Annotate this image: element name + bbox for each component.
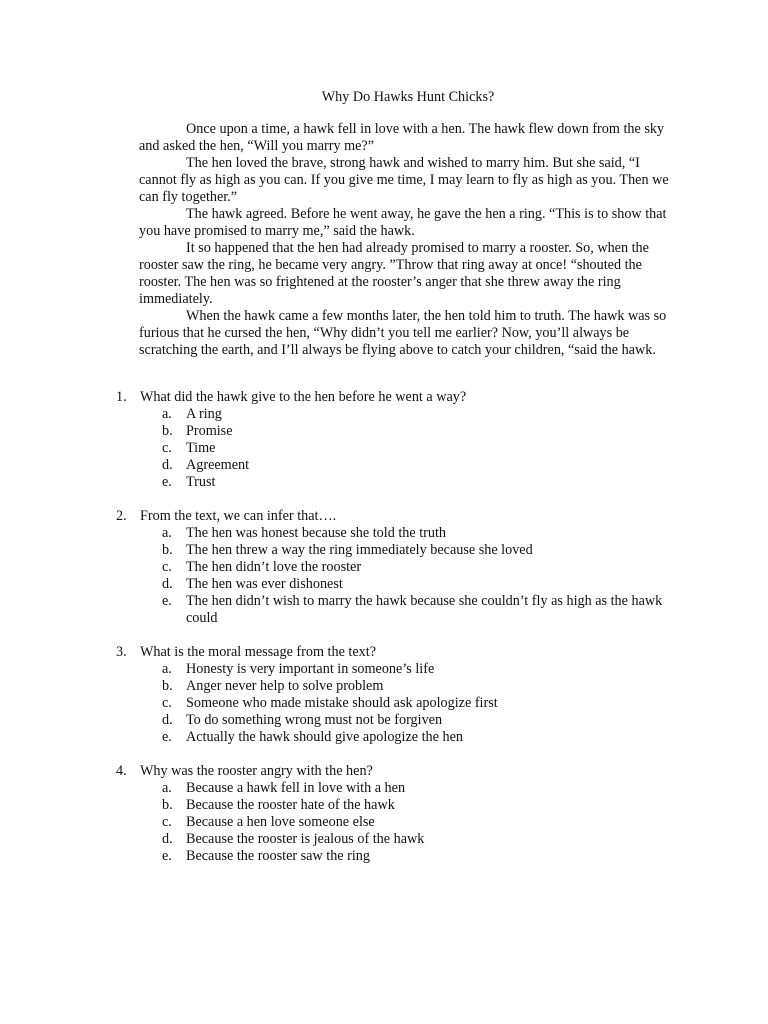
option-item (116, 440, 682, 457)
option-text: The hen didn’t wish to marry the hawk because she couldn’t fly as high as the hawk could (186, 593, 663, 626)
question-3 (116, 644, 682, 746)
option-text: Because the rooster is jealous of the hawk (186, 831, 425, 847)
option-item (116, 695, 682, 712)
option-text: A ring (186, 406, 222, 422)
question-number: 1. (116, 389, 127, 405)
option-item (116, 661, 682, 678)
option-text: Time (186, 440, 216, 456)
question-text: What did the hawk give to the hen before he went a way? (140, 389, 467, 405)
question-1 (116, 389, 682, 491)
option-letter: d. (162, 712, 173, 728)
option-letter: a. (162, 525, 172, 541)
story-paragraph: It so happened that the hen had already promised to marry a rooster. So, when the rooster saw the ring, he became very angry. ”Throw that ring away at once! “shouted the rooster. The hen was so frightened at the rooster’s anger that she threw away the ring immediately. (139, 240, 649, 307)
option-letter: c. (162, 695, 172, 711)
option-letter: b. (162, 423, 173, 439)
question-number: 3. (116, 644, 127, 660)
option-text: To do something wrong must not be forgiven (186, 712, 443, 728)
story-paragraph: The hawk agreed. Before he went away, he gave the hen a ring. “This is to show that you have promised to marry me,” said the hawk. (139, 206, 667, 239)
story-text (139, 121, 677, 359)
option-text: The hen was honest because she told the truth (186, 525, 447, 541)
option-item (116, 559, 682, 576)
option-item (116, 542, 682, 559)
option-letter: b. (162, 542, 173, 558)
option-list (116, 780, 682, 865)
question-list (116, 389, 682, 882)
option-letter: b. (162, 797, 173, 813)
option-list (116, 406, 682, 491)
document-title: Why Do Hawks Hunt Chicks? (321, 89, 495, 105)
question-text: What is the moral message from the text? (140, 644, 376, 660)
option-letter: a. (162, 406, 172, 422)
option-item (116, 593, 682, 627)
option-text: Because a hen love someone else (186, 814, 375, 830)
option-item (116, 474, 682, 491)
option-text: Actually the hawk should give apologize the hen (186, 729, 463, 745)
option-text: Because the rooster hate of the hawk (186, 797, 395, 813)
option-text: Anger never help to solve problem (186, 678, 384, 694)
option-item (116, 797, 682, 814)
question-text: From the text, we can infer that…. (140, 508, 337, 524)
option-list (116, 661, 682, 746)
option-item (116, 729, 682, 746)
option-item (116, 406, 682, 423)
question-number: 4. (116, 763, 127, 779)
option-letter: e. (162, 474, 172, 490)
option-letter: c. (162, 559, 172, 575)
option-item (116, 780, 682, 797)
option-letter: d. (162, 457, 173, 473)
option-list (116, 525, 682, 627)
option-letter: e. (162, 848, 172, 864)
option-item (116, 457, 682, 474)
option-letter: e. (162, 593, 172, 609)
story-paragraph: Once upon a time, a hawk fell in love with a hen. The hawk flew down from the sky and asked the hen, “Will you marry me?” (139, 121, 665, 154)
option-letter: e. (162, 729, 172, 745)
option-text: The hen was ever dishonest (186, 576, 343, 592)
option-text: The hen didn’t love the rooster (186, 559, 362, 575)
option-item (116, 576, 682, 593)
option-text: Someone who made mistake should ask apologize first (186, 695, 498, 711)
question-text: Why was the rooster angry with the hen? (140, 763, 373, 779)
option-text: The hen threw a way the ring immediately because she loved (186, 542, 533, 558)
story-paragraph: When the hawk came a few months later, the hen told him to truth. The hawk was so furious that he cursed the hen, “Why didn’t you tell me earlier? Now, you’ll always be scratching the earth, and I’ll always be flying above to catch your children, “said the hawk. (139, 308, 667, 358)
option-text: Honesty is very important in someone’s life (186, 661, 435, 677)
option-item (116, 423, 682, 440)
question-2 (116, 508, 682, 627)
option-text: Agreement (186, 457, 250, 473)
option-letter: d. (162, 831, 173, 847)
option-item (116, 525, 682, 542)
option-item (116, 814, 682, 831)
option-letter: b. (162, 678, 173, 694)
option-item (116, 712, 682, 729)
option-letter: c. (162, 440, 172, 456)
option-item (116, 831, 682, 848)
question-number: 2. (116, 508, 127, 524)
option-letter: a. (162, 780, 172, 796)
option-text: Promise (186, 423, 233, 439)
option-text: Because a hawk fell in love with a hen (186, 780, 406, 796)
option-letter: d. (162, 576, 173, 592)
question-4 (116, 763, 682, 865)
story-paragraph: The hen loved the brave, strong hawk and wished to marry him. But she said, “I cannot fly as high as you can. If you give me time, I may learn to fly as high as you. Then we can fly together.” (139, 155, 669, 205)
option-letter: a. (162, 661, 172, 677)
option-letter: c. (162, 814, 172, 830)
option-item (116, 848, 682, 865)
option-text: Trust (186, 474, 216, 490)
option-item (116, 678, 682, 695)
option-text: Because the rooster saw the ring (186, 848, 370, 864)
